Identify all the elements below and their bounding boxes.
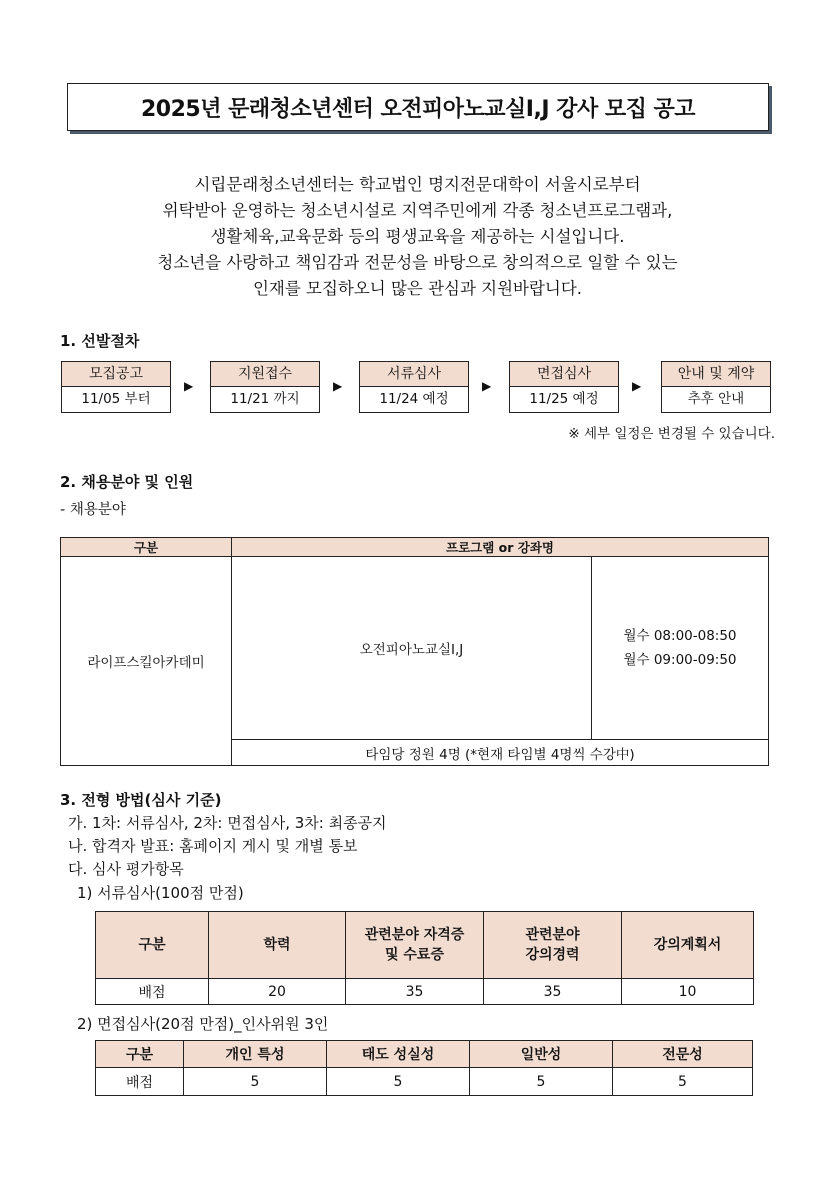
time-cell — [592, 557, 769, 740]
header-cell: 구분 — [96, 912, 209, 979]
section1-heading: 1. 선발절차 — [60, 332, 140, 350]
step-recruit-notice — [61, 361, 171, 413]
intro-line: 생활체육,교육문화 등의 평생교육을 제공하는 시설입니다. — [210, 227, 625, 246]
arrow-right-icon: ▶ — [333, 379, 343, 393]
schedule-note: ※ 세부 일정은 변경될 수 있습니다. — [568, 426, 775, 442]
score-value: 5 — [470, 1068, 613, 1096]
interview-heading: 2) 면접심사(20점 만점)_인사위원 3인 — [77, 1015, 329, 1033]
capacity-cell: 타임당 정원 4명 (*현재 타임별 4명씩 수강中) — [232, 740, 769, 766]
intro-line: 인재를 모집하오니 많은 관심과 지원바랍니다. — [252, 279, 583, 298]
method-line: 나. 합격자 발표: 홈페이지 게시 및 개별 통보 — [68, 837, 358, 855]
intro-line: 청소년을 사랑하고 책임감과 전문성을 바탕으로 창의적으로 일할 수 있는 — [157, 253, 678, 272]
intro-paragraph — [60, 172, 775, 302]
arrow-right-icon: ▶ — [632, 379, 642, 393]
header-cell: 학력 — [209, 912, 346, 979]
score-label: 배점 — [96, 979, 209, 1005]
step-date: 11/05 부터 — [62, 387, 170, 412]
score-value: 5 — [613, 1068, 753, 1096]
doc-review-table — [95, 911, 754, 1005]
header-cell: 관련분야 강의경력 — [484, 912, 622, 979]
step-application — [210, 361, 320, 413]
score-label: 배점 — [96, 1068, 184, 1096]
header-cell: 개인 특성 — [184, 1041, 327, 1068]
header-cell: 강의계획서 — [622, 912, 754, 979]
header-cell: 관련분야 자격증 및 수료증 — [346, 912, 484, 979]
recruit-field-table — [60, 537, 769, 766]
section2-heading: 2. 채용분야 및 인원 — [60, 473, 194, 491]
step-date: 추후 안내 — [662, 387, 770, 412]
score-value: 35 — [346, 979, 484, 1005]
header-program: 프로그램 or 강좌명 — [232, 538, 769, 557]
header-cell: 일반성 — [470, 1041, 613, 1068]
score-value: 5 — [327, 1068, 470, 1096]
step-date: 11/21 까지 — [211, 387, 319, 412]
step-label: 서류심사 — [360, 362, 468, 387]
interview-table — [95, 1040, 753, 1096]
step-contract — [661, 361, 771, 413]
category-cell: 라이프스킬아카데미 — [61, 557, 232, 766]
method-line: 다. 심사 평가항목 — [68, 860, 184, 878]
time-slot: 월수 09:00-09:50 — [623, 652, 737, 668]
arrow-right-icon: ▶ — [184, 379, 194, 393]
header-cell: 구분 — [96, 1041, 184, 1068]
step-date: 11/25 예정 — [510, 387, 618, 412]
section3-heading: 3. 전형 방법(심사 기준) — [60, 791, 222, 809]
header-cell: 태도 성실성 — [327, 1041, 470, 1068]
time-slot: 월수 08:00-08:50 — [623, 628, 737, 644]
intro-line: 위탁받아 운영하는 청소년시설로 지역주민에게 각종 청소년프로그램과, — [162, 201, 673, 220]
step-date: 11/24 예정 — [360, 387, 468, 412]
header-category: 구분 — [61, 538, 232, 557]
step-label: 안내 및 계약 — [662, 362, 770, 387]
header-cell: 전문성 — [613, 1041, 753, 1068]
section2-sub: - 채용분야 — [60, 502, 126, 518]
score-value: 5 — [184, 1068, 327, 1096]
step-label: 모집공고 — [62, 362, 170, 387]
page-title: 2025년 문래청소년센터 오전피아노교실I,J 강사 모집 공고 — [67, 83, 769, 131]
method-line: 가. 1차: 서류심사, 2차: 면접심사, 3차: 최종공지 — [68, 814, 387, 832]
intro-line: 시립문래청소년센터는 학교법인 명지전문대학이 서울시로부터 — [194, 175, 641, 194]
step-interview — [509, 361, 619, 413]
step-document-review — [359, 361, 469, 413]
score-value: 10 — [622, 979, 754, 1005]
score-value: 35 — [484, 979, 622, 1005]
arrow-right-icon: ▶ — [482, 379, 492, 393]
step-label: 지원접수 — [211, 362, 319, 387]
step-label: 면접심사 — [510, 362, 618, 387]
score-value: 20 — [209, 979, 346, 1005]
program-cell: 오전피아노교실I,J — [232, 557, 592, 740]
doc-review-heading: 1) 서류심사(100점 만점) — [77, 884, 244, 902]
